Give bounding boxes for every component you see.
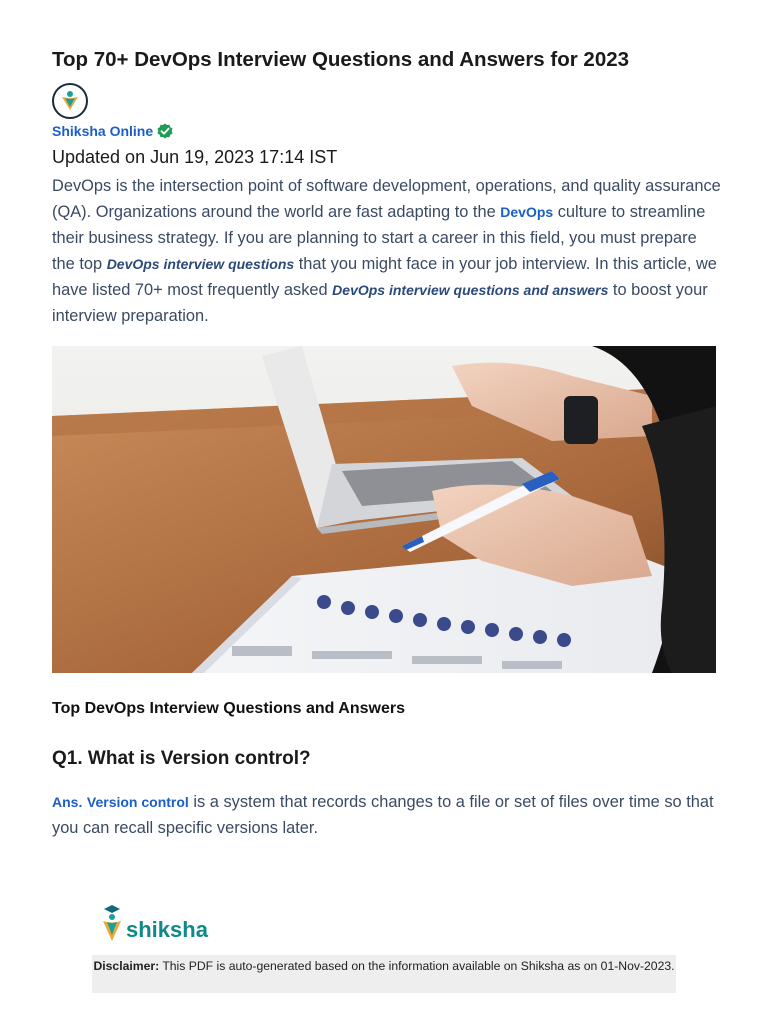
devops-interview-questions-link[interactable]: DevOps interview questions [106,255,295,272]
answer-1-paragraph [52,789,716,841]
section-heading: Top DevOps Interview Questions and Answers [52,700,405,717]
updated-date: Updated on Jun 19, 2023 17:14 IST [52,147,338,167]
devops-link[interactable]: DevOps [500,203,554,220]
shiksha-brand-icon [100,905,124,943]
author-avatar[interactable] [52,83,88,119]
disclaimer-label: Disclaimer: [93,959,160,973]
author-name-link[interactable]: Shiksha Online [52,123,154,139]
verified-check-icon [157,123,173,139]
version-control-link[interactable]: Version control [86,794,189,810]
article-hero-image [52,346,716,673]
author-name-row [52,123,173,139]
article-title: Top 70+ DevOps Interview Questions and Answers for 2023 [52,48,630,71]
hero-photo-illustration [52,346,716,673]
question-1-heading: Q1. What is Version control? [52,748,311,769]
intro-text-3: that you might face in your job interview. In this article, we have listed 70+ most frequently asked [52,254,717,299]
intro-text-2: culture to streamline their business strategy. If you are planning to start a career in this field, you must prepare the top [52,202,706,273]
intro-text-4: to boost your interview preparation. [52,280,708,325]
answer-1-text: is a system that records changes to a file or set of files over time so that you can recall specific versions later. [52,793,714,837]
shiksha-logo-icon [57,88,83,114]
devops-qa-link[interactable]: DevOps interview questions and answers [332,281,609,298]
intro-paragraph [52,174,722,329]
intro-text-1: DevOps is the intersection point of software development, operations, and quality assurance (QA). Organizations around the world are fast adapting to the [52,177,721,221]
brand-wordmark: shiksha [126,917,208,942]
disclaimer-box [92,955,676,993]
answer-label: Ans. [52,794,83,810]
disclaimer-text: This PDF is auto-generated based on the information available on Shiksha as on 01-Nov-2023. [159,959,675,973]
shiksha-brand-logo [100,905,208,943]
